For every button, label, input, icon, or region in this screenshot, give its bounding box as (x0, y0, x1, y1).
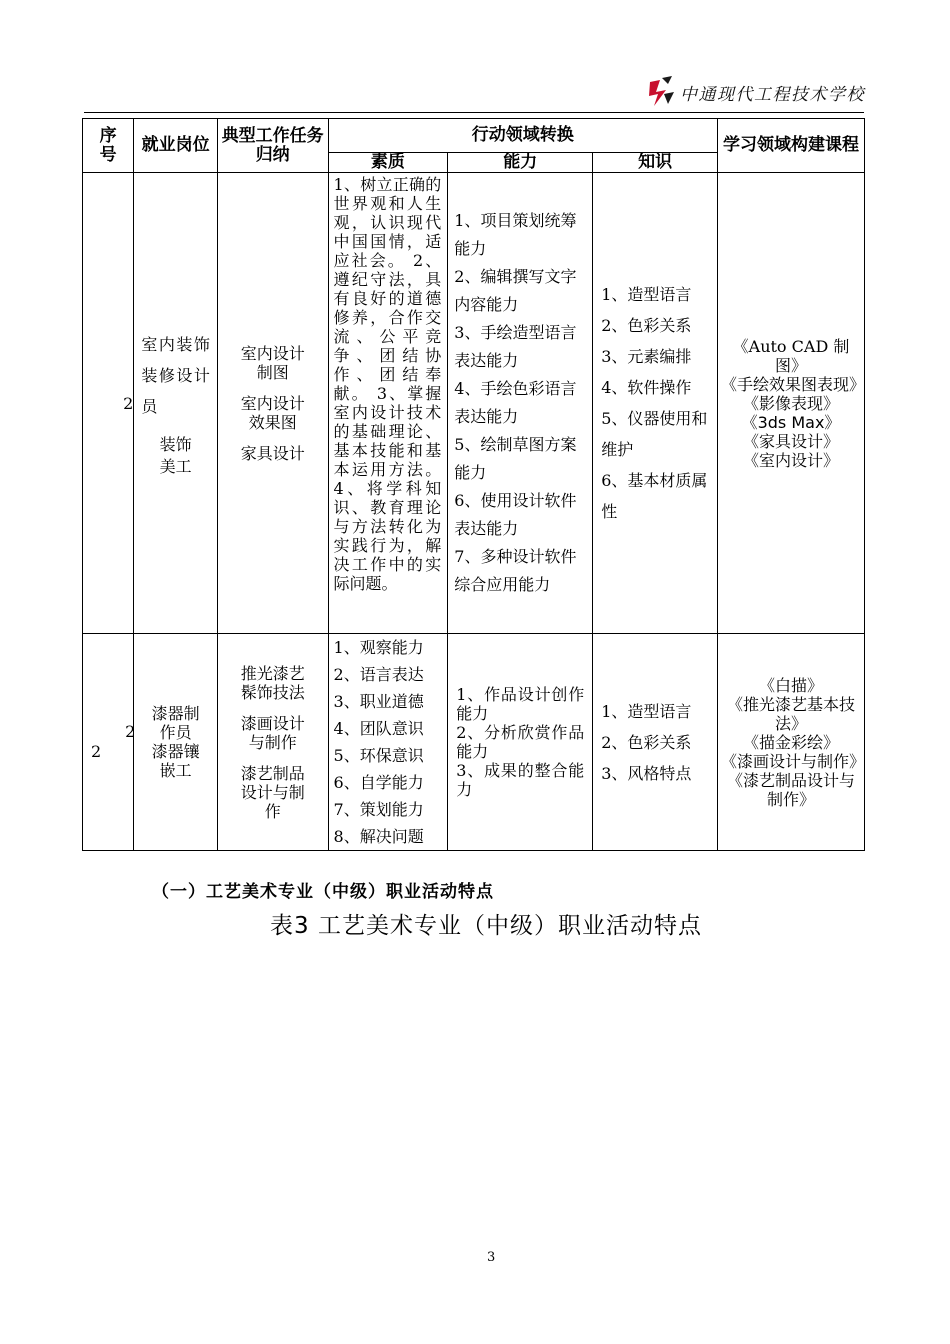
task-item: 室内设计效果图 (240, 393, 305, 432)
header-knowledge: 知识 (593, 153, 718, 173)
task-item: 漆画设计与制作 (240, 713, 305, 752)
quality-item: 3、职业道德 (333, 692, 424, 711)
quality-item: 5、环保意识 (333, 746, 424, 765)
knowledge-item: 6、基本材质属性 (601, 471, 708, 521)
task-item: 推光漆艺髹饰技法 (240, 663, 305, 702)
ability-item: 3、手绘造型语言表达能力 (454, 323, 577, 370)
quality-item: 1、观察能力 (333, 638, 424, 657)
knowledge-item: 4、软件操作 (601, 378, 692, 397)
occupation-table (82, 118, 865, 851)
row2-tasks (217, 634, 328, 851)
row2-jobs (134, 634, 218, 851)
quality-item: 7、策划能力 (333, 800, 424, 819)
knowledge-item: 1、造型语言 (601, 701, 692, 721)
course-item: 《3ds Max》 (741, 412, 841, 432)
quality-item: 6、自学能力 (333, 773, 424, 792)
table-caption: 表3 工艺美术专业（中级）职业活动特点 (270, 913, 702, 939)
table-row (83, 173, 865, 634)
quality-item: 2、语言表达 (333, 665, 424, 684)
header-action-domain: 行动领域转换 (328, 119, 717, 153)
course-item: 《描金彩绘》 (743, 732, 840, 752)
quality-item: 8、解决问题 (333, 827, 424, 846)
knowledge-item: 5、仪器使用和维护 (601, 409, 708, 459)
course-item: 《手绘效果图表现》 (721, 374, 866, 394)
header-quality: 素质 (328, 153, 448, 173)
header-row-1 (83, 119, 865, 153)
ability-item: 5、绘制草图方案能力 (454, 435, 577, 482)
row1-seq: 2 (83, 173, 134, 634)
row1-knowledge (593, 173, 718, 634)
course-item: 《室内设计》 (743, 450, 840, 470)
knowledge-item: 2、色彩关系 (601, 732, 692, 752)
row2-courses (718, 634, 865, 851)
ability-item: 3、成果的整合能力 (456, 761, 585, 799)
header-typical-task: 典型工作任务归纳 (217, 119, 328, 173)
school-logo-icon (646, 74, 676, 108)
course-item: 《推光漆艺基本技法》 (727, 694, 856, 733)
ability-item: 1、项目策划统筹能力 (454, 211, 577, 258)
header-rule (84, 112, 864, 113)
task-item: 室内设计制图 (240, 343, 305, 382)
row2-abilities (448, 634, 593, 851)
school-logo (646, 72, 865, 110)
task-item: 家具设计 (240, 443, 305, 463)
header-ability: 能力 (448, 153, 593, 173)
job-item: 室内装饰装修设计员 (141, 334, 210, 416)
knowledge-item: 1、造型语言 (601, 285, 692, 304)
row1-abilities (448, 173, 593, 634)
course-item: 《白描》 (759, 675, 824, 695)
row1-courses (718, 173, 865, 634)
knowledge-item: 3、风格特点 (601, 763, 692, 783)
job-item: 漆器制作员 (151, 704, 200, 742)
header-job: 就业岗位 (134, 119, 218, 173)
course-item: 《Auto CAD 制图》 (732, 336, 850, 375)
row1-tasks (217, 173, 328, 634)
ability-item: 7、多种设计软件综合应用能力 (454, 547, 577, 594)
section-heading: （一）工艺美术专业（中级）职业活动特点 (152, 882, 494, 902)
course-item: 《家具设计》 (743, 431, 840, 451)
task-item: 漆艺制品设计与制作 (240, 763, 305, 821)
school-name: 中通现代工程技术学校 (680, 85, 865, 105)
page-number: 3 (487, 1250, 496, 1265)
knowledge-item: 3、元素编排 (601, 347, 692, 366)
job-item: 漆器镶嵌工 (151, 742, 200, 780)
course-item: 《漆画设计与制作》 (721, 751, 866, 771)
course-item: 《漆艺制品设计与制作》 (727, 770, 856, 809)
ability-item: 2、编辑撰写文字内容能力 (454, 267, 577, 314)
table-row (83, 634, 865, 851)
knowledge-item: 2、色彩关系 (601, 316, 692, 335)
row1-quality: 1、树立正确的世界观和人生观，认识现代中国国情，适应社会。 2、遵纪守法，具有良好的道德修养，合作交流、公平竞争、团结协作、团结奉献。 3、掌握室内设计技术的基础理论、基本技能和基本运用方法。 4、将学科知识、教育理论与方法转化为实践行为，解决工作中的实际问题。 (328, 173, 448, 634)
row2-quality (328, 634, 448, 851)
row2-knowledge (593, 634, 718, 851)
job-item: 装饰美工 (159, 434, 192, 476)
header-course: 学习领域构建课程 (718, 119, 865, 173)
ability-item: 2、分析欣赏作品能力 (456, 723, 585, 761)
row1-jobs (134, 173, 218, 634)
ability-item: 6、使用设计软件表达能力 (454, 491, 577, 538)
course-item: 《影像表现》 (743, 393, 840, 413)
ability-item: 4、手绘色彩语言表达能力 (454, 379, 577, 426)
header-seq: 序号 (83, 119, 134, 173)
ability-item: 1、作品设计创作能力 (456, 685, 585, 723)
row2-seq: 2 2 (83, 634, 134, 851)
quality-item: 4、团队意识 (333, 719, 424, 738)
